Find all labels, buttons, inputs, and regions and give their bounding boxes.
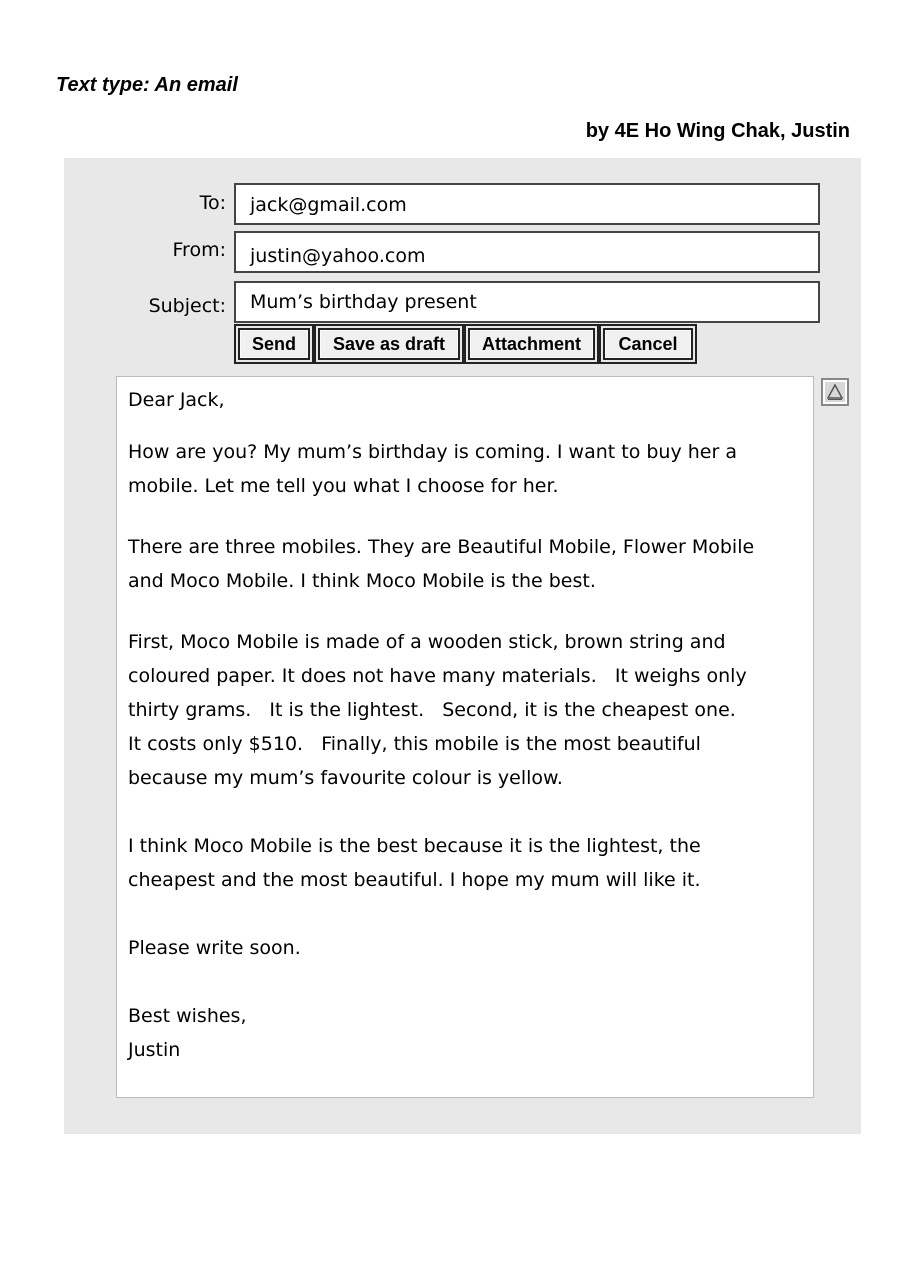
scroll-up-arrow-icon [826, 383, 844, 401]
sign-off: Best wishes, [128, 1005, 247, 1027]
subject-label: Subject: [148, 295, 226, 317]
paragraph-2-line-1: There are three mobiles. They are Beautiful Mobile, Flower Mobile [128, 536, 755, 558]
paragraph-3-line-2: coloured paper. It does not have many materials. It weighs only [128, 665, 747, 687]
paragraph-4-line-2: cheapest and the most beautiful. I hope my mum will like it. [128, 869, 701, 891]
signature: Justin [128, 1039, 181, 1061]
to-label: To: [199, 192, 226, 214]
paragraph-3-line-4: It costs only $510. Finally, this mobile is the most beautiful [128, 733, 701, 755]
paragraph-3-line-5: because my mum’s favourite colour is yellow. [128, 767, 563, 789]
send-button[interactable]: Send [234, 324, 314, 364]
paragraph-2-line-2: and Moco Mobile. I think Moco Mobile is the best. [128, 570, 596, 592]
author-byline: by 4E Ho Wing Chak, Justin [585, 120, 850, 142]
paragraph-3-line-1: First, Moco Mobile is made of a wooden stick, brown string and [128, 631, 726, 653]
paragraph-4-line-1: I think Moco Mobile is the best because it is the lightest, the [128, 835, 701, 857]
from-field[interactable]: justin@yahoo.com [234, 231, 820, 273]
attachment-button[interactable]: Attachment [464, 324, 599, 364]
subject-field[interactable]: Mum’s birthday present [234, 281, 820, 323]
paragraph-1-line-2: mobile. Let me tell you what I choose for her. [128, 475, 559, 497]
closing-line: Please write soon. [128, 937, 301, 959]
paragraph-3-line-3: thirty grams. It is the lightest. Second, it is the cheapest one. [128, 699, 736, 721]
scroll-up-button[interactable] [821, 378, 849, 406]
email-body-textarea[interactable] [116, 376, 814, 1098]
from-label: From: [172, 239, 226, 261]
cancel-button[interactable]: Cancel [599, 324, 697, 364]
email-body-text [128, 383, 798, 1067]
email-compose-panel [64, 158, 861, 1134]
to-field[interactable]: jack@gmail.com [234, 183, 820, 225]
action-toolbar [234, 324, 697, 364]
text-type-heading: Text type: An email [56, 74, 238, 96]
greeting: Dear Jack, [128, 389, 225, 411]
save-draft-button[interactable]: Save as draft [314, 324, 464, 364]
paragraph-1-line-1: How are you? My mum’s birthday is coming. I want to buy her a [128, 441, 737, 463]
